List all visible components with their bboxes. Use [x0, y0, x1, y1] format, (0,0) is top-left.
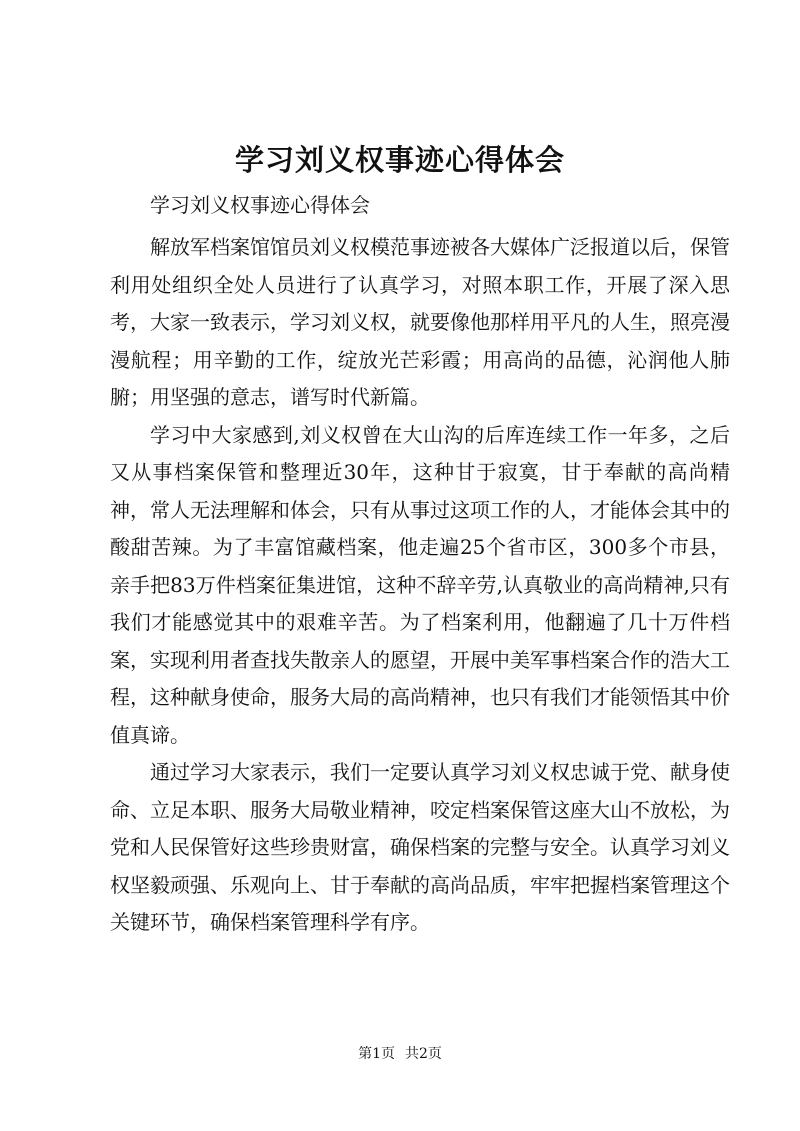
document-body: [110, 229, 730, 942]
page-title: 学习刘义权事迹心得体会: [234, 143, 565, 177]
page-total: 共2页: [405, 1046, 442, 1062]
body-paragraph: 解放军档案馆馆员刘义权模范事迹被各大媒体广泛报道以后，保管利用处组织全处人员进行了认真学习，对照本职工作，开展了深入思考，大家一致表示，学习刘义权，就要像他那样用平凡的人生，照亮漫漫航程；用辛勤的工作，绽放光芒彩霞；用高尚的品德，沁润他人肺腑；用坚强的意志，谱写时代新篇。: [110, 235, 730, 409]
document-subtitle: 学习刘义权事迹心得体会: [150, 193, 370, 217]
body-paragraph: 通过学习大家表示，我们一定要认真学习刘义权忠诚于党、献身使命、立足本职、服务大局敬业精神，咬定档案保管这座大山不放松，为党和人民保管好这些珍贵财富，确保档案的完整与安全。认真学习刘义权坚毅顽强、乐观向上、甘于奉献的高尚品质，牢牢把握档案管理这个关键环节，确保档案管理科学有序。: [110, 760, 730, 934]
page-footer: [0, 1044, 800, 1064]
body-paragraph: 学习中大家感到,刘义权曾在大山沟的后库连续工作一年多，之后又从事档案保管和整理近30年，这种甘于寂寞，甘于奉献的高尚精神，常人无法理解和体会，只有从事过这项工作的人，才能体会其中的酸甜苦辣。为了丰富馆藏档案，他走遍25个省市区，300多个市县，亲手把83万件档案征集进馆，这种不辞辛劳,认真敬业的高尚精神,只有我们才能感觉其中的艰难辛苦。为了档案利用，他翻遍了几十万件档案，实现利用者查找失散亲人的愿望，开展中美军事档案合作的浩大工程，这种献身使命，服务大局的高尚精神，也只有我们才能领悟其中价值真谛。: [110, 422, 730, 747]
page-number: 第1页: [358, 1046, 395, 1062]
